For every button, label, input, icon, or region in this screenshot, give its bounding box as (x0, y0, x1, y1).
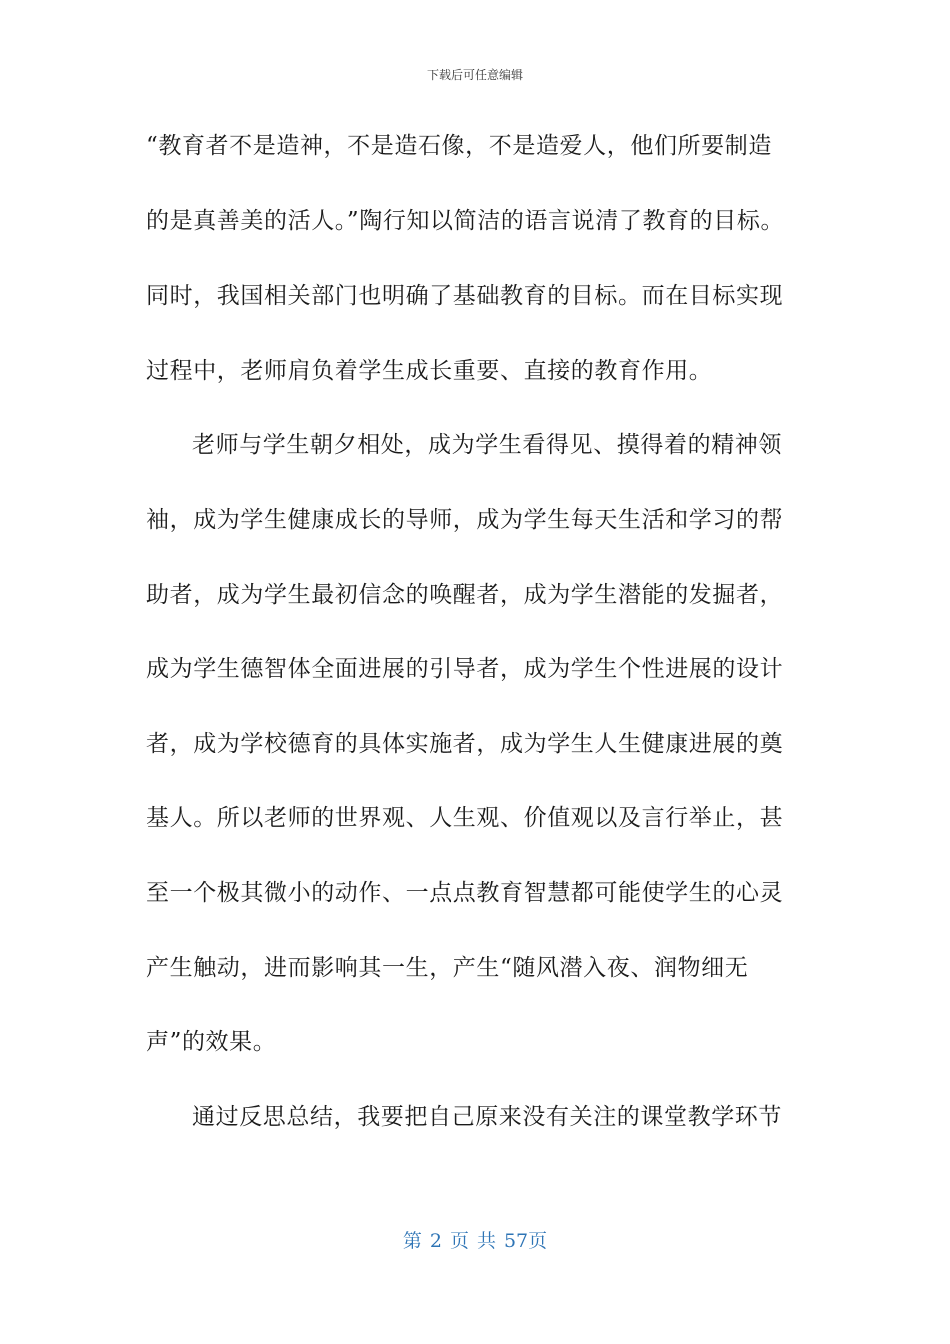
body-line: 助者，成为学生最初信念的唤醒者，成为学生潜能的发掘者， (146, 582, 784, 608)
body-line: 成为学生德智体全面进展的引导者，成为学生个性进展的设计 (146, 656, 784, 682)
body-line: 过程中，老师肩负着学生成长重要、直接的教育作用。 (146, 358, 713, 384)
body-line: 袖，成为学生健康成长的导师，成为学生每天生活和学习的帮 (146, 507, 784, 533)
footer-label-di: 第 (402, 1230, 422, 1252)
body-line: 声”的效果。 (146, 1029, 277, 1055)
body-line: 基人。所以老师的世界观、人生观、价值观以及言行举止，甚 (146, 805, 784, 831)
footer-label-gong: 共 (476, 1230, 496, 1252)
page-footer (0, 1226, 950, 1253)
body-line: 产生触动，进而影响其一生，产生“随风潜入夜、润物细无 (146, 955, 749, 981)
body-line: 者，成为学校德育的具体实施者，成为学生人生健康进展的奠 (146, 731, 784, 757)
body-line: 通过反思总结，我要把自己原来没有关注的课堂教学环节 (192, 1104, 782, 1130)
body-line: 同时，我国相关部门也明确了基础教育的目标。而在目标实现 (146, 283, 784, 309)
footer-page-number: 2 (429, 1230, 442, 1252)
body-line: “教育者不是造神，不是造石像，不是造爱人，他们所要制造 (146, 133, 772, 159)
body-line: 的是真善美的活人。”陶行知以简洁的语言说清了教育的目标。 (146, 208, 785, 234)
body-line: 老师与学生朝夕相处，成为学生看得见、摸得着的精神领 (192, 432, 782, 458)
footer-label-ye: 页 (449, 1230, 469, 1252)
footer-total-pages: 57页 (503, 1230, 548, 1252)
body-line: 至一个极其微小的动作、一点点教育智慧都可能使学生的心灵 (146, 880, 784, 906)
page-header: 下载后可任意编辑 (426, 68, 523, 82)
